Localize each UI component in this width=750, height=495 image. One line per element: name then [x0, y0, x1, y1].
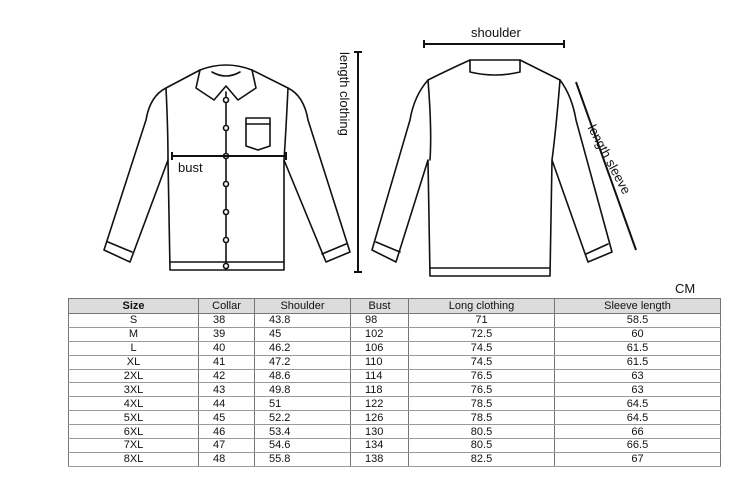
long-clothing-cell: 74.5: [409, 355, 555, 369]
long-clothing-cell: 82.5: [409, 452, 555, 466]
table-row: [69, 355, 721, 369]
size-cell: 7XL: [69, 439, 199, 453]
shoulder-cell: 47.2: [255, 355, 351, 369]
collar-cell: 42: [199, 369, 255, 383]
sleeve-length-cell: 63: [555, 383, 721, 397]
collar-cell: 45: [199, 411, 255, 425]
shoulder-cell: 51: [255, 397, 351, 411]
size-cell: 8XL: [69, 452, 199, 466]
header-size: Size: [69, 299, 199, 314]
header-long-clothing: Long clothing: [409, 299, 555, 314]
long-clothing-cell: 76.5: [409, 383, 555, 397]
bust-cell: 130: [351, 425, 409, 439]
collar-cell: 48: [199, 452, 255, 466]
table-row: [69, 411, 721, 425]
table-row: [69, 425, 721, 439]
long-clothing-cell: 78.5: [409, 397, 555, 411]
collar-cell: 38: [199, 314, 255, 328]
bust-cell: 106: [351, 341, 409, 355]
table-row: [69, 327, 721, 341]
collar-cell: 47: [199, 439, 255, 453]
sleeve-length-cell: 66.5: [555, 439, 721, 453]
long-clothing-cell: 74.5: [409, 341, 555, 355]
size-cell: 5XL: [69, 411, 199, 425]
bust-cell: 98: [351, 314, 409, 328]
size-cell: S: [69, 314, 199, 328]
size-cell: 4XL: [69, 397, 199, 411]
long-clothing-cell: 71: [409, 314, 555, 328]
table-row: [69, 397, 721, 411]
table-row: [69, 314, 721, 328]
shoulder-cell: 48.6: [255, 369, 351, 383]
size-cell: 6XL: [69, 425, 199, 439]
sleeve-length-cell: 58.5: [555, 314, 721, 328]
length-sleeve-label: length sleeve: [584, 122, 634, 197]
collar-cell: 40: [199, 341, 255, 355]
length-clothing-label: length clothing: [337, 52, 352, 136]
bust-cell: 134: [351, 439, 409, 453]
long-clothing-cell: 72.5: [409, 327, 555, 341]
header-bust: Bust: [351, 299, 409, 314]
collar-cell: 41: [199, 355, 255, 369]
shoulder-cell: 49.8: [255, 383, 351, 397]
shoulder-cell: 43.8: [255, 314, 351, 328]
unit-label: CM: [675, 281, 696, 296]
sleeve-length-cell: 61.5: [555, 355, 721, 369]
sleeve-length-cell: 64.5: [555, 411, 721, 425]
header-collar: Collar: [199, 299, 255, 314]
size-chart-table: [68, 298, 721, 467]
bust-cell: 102: [351, 327, 409, 341]
long-clothing-cell: 80.5: [409, 425, 555, 439]
sleeve-length-cell: 67: [555, 452, 721, 466]
bust-cell: 114: [351, 369, 409, 383]
table-header-row: [69, 299, 721, 314]
header-sleeve-length: Sleeve length: [555, 299, 721, 314]
table-row: [69, 452, 721, 466]
sleeve-length-cell: 60: [555, 327, 721, 341]
header-shoulder: Shoulder: [255, 299, 351, 314]
table-row: [69, 439, 721, 453]
sleeve-length-cell: 66: [555, 425, 721, 439]
bust-cell: 118: [351, 383, 409, 397]
bust-cell: 126: [351, 411, 409, 425]
size-cell: XL: [69, 355, 199, 369]
shoulder-cell: 45: [255, 327, 351, 341]
table-row: [69, 383, 721, 397]
shoulder-cell: 52.2: [255, 411, 351, 425]
sleeve-length-cell: 61.5: [555, 341, 721, 355]
shoulder-label: shoulder: [471, 25, 521, 40]
collar-cell: 44: [199, 397, 255, 411]
bust-cell: 138: [351, 452, 409, 466]
long-clothing-cell: 80.5: [409, 439, 555, 453]
long-clothing-cell: 78.5: [409, 411, 555, 425]
collar-cell: 46: [199, 425, 255, 439]
shoulder-cell: 54.6: [255, 439, 351, 453]
table-row: [69, 369, 721, 383]
collar-cell: 39: [199, 327, 255, 341]
sleeve-length-cell: 64.5: [555, 397, 721, 411]
shoulder-cell: 55.8: [255, 452, 351, 466]
shirt-back-drawing: [372, 60, 612, 276]
long-clothing-cell: 76.5: [409, 369, 555, 383]
bust-cell: 122: [351, 397, 409, 411]
size-cell: 3XL: [69, 383, 199, 397]
bust-label: bust: [178, 160, 203, 175]
size-cell: M: [69, 327, 199, 341]
shoulder-cell: 53.4: [255, 425, 351, 439]
collar-cell: 43: [199, 383, 255, 397]
size-cell: 2XL: [69, 369, 199, 383]
sleeve-length-cell: 63: [555, 369, 721, 383]
bust-cell: 110: [351, 355, 409, 369]
size-cell: L: [69, 341, 199, 355]
shoulder-cell: 46.2: [255, 341, 351, 355]
table-row: [69, 341, 721, 355]
